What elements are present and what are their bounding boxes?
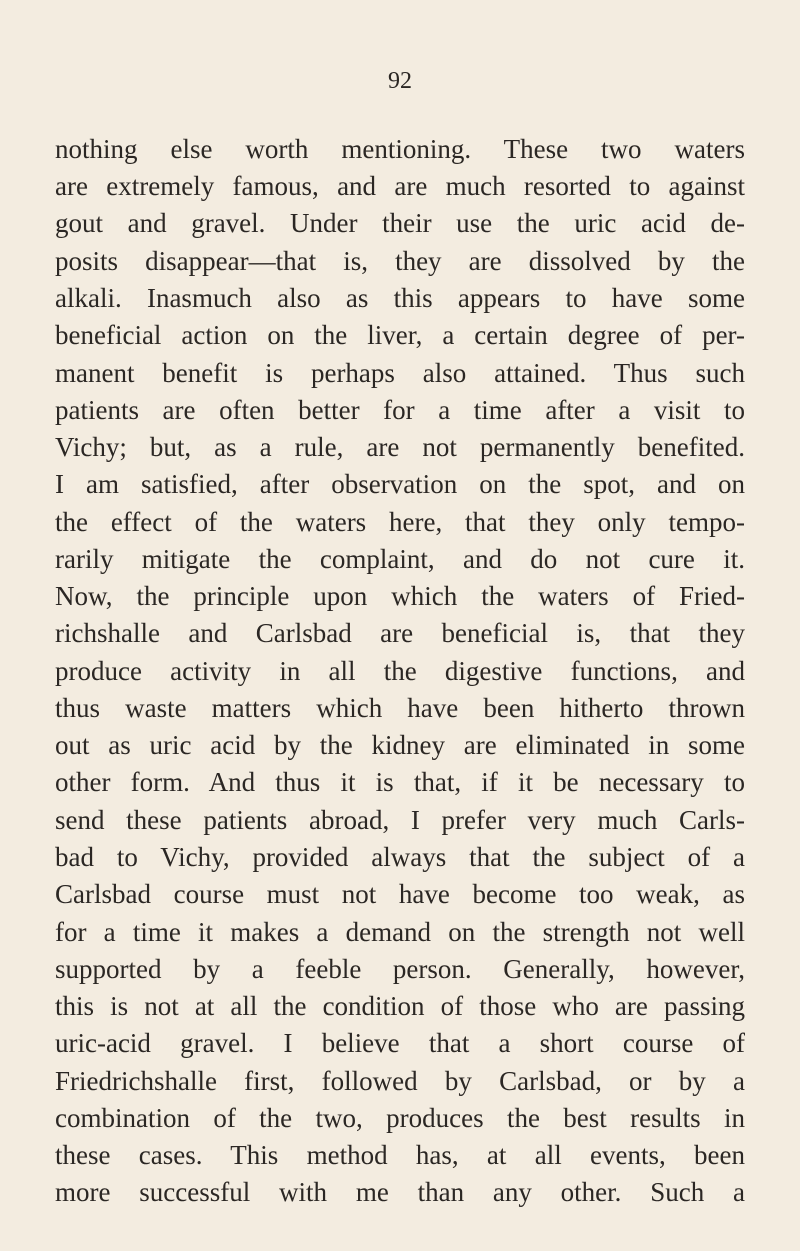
text-line: produce activity in all the digestive functions, and [55,656,745,686]
text-line: thus waste matters which have been hitherto thrown [55,693,745,723]
text-line: richshalle and Carlsbad are beneficial is, that they [55,618,745,648]
text-line: manent benefit is perhaps also attained. Thus such [55,358,745,388]
text-line: I am satisfied, after observation on the spot, and on [55,469,745,499]
text-line: Vichy; but, as a rule, are not permanently benefited. [55,432,745,462]
text-line: combination of the two, produces the best results in [55,1103,745,1133]
text-line: these cases. This method has, at all events, been [55,1140,745,1170]
text-line: nothing else worth mentioning. These two waters [55,134,745,164]
page-number: 92 [388,68,412,94]
body-text [0,128,800,1208]
text-line: Carlsbad course must not have become too weak, as [55,879,745,909]
text-line: supported by a feeble person. Generally, however, [55,954,745,984]
text-line: out as uric acid by the kidney are eliminated in some [55,730,745,760]
text-line: other form. And thus it is that, if it be necessary to [55,767,745,797]
text-line: more successful with me than any other. Such a [55,1177,745,1207]
text-line: are extremely famous, and are much resorted to against [55,171,745,201]
text-line: patients are often better for a time after a visit to [55,395,745,425]
text-line: send these patients abroad, I prefer very much Carls- [55,805,745,835]
text-line: posits disappear—that is, they are dissolved by the [55,246,745,276]
text-line: uric-acid gravel. I believe that a short course of [55,1028,745,1058]
text-line: Friedrichshalle first, followed by Carlsbad, or by a [55,1066,745,1096]
text-line: beneficial action on the liver, a certain degree of per- [55,320,745,350]
text-line: Now, the principle upon which the waters of Fried- [55,581,745,611]
text-line: this is not at all the condition of those who are passing [55,991,745,1021]
text-line: the effect of the waters here, that they only tempo- [55,507,745,537]
text-line: bad to Vichy, provided always that the subject of a [55,842,745,872]
text-line: for a time it makes a demand on the strength not well [55,917,745,947]
text-line: gout and gravel. Under their use the uric acid de- [55,208,745,238]
text-line: rarily mitigate the complaint, and do not cure it. [55,544,745,574]
text-line: alkali. Inasmuch also as this appears to have some [55,283,745,313]
